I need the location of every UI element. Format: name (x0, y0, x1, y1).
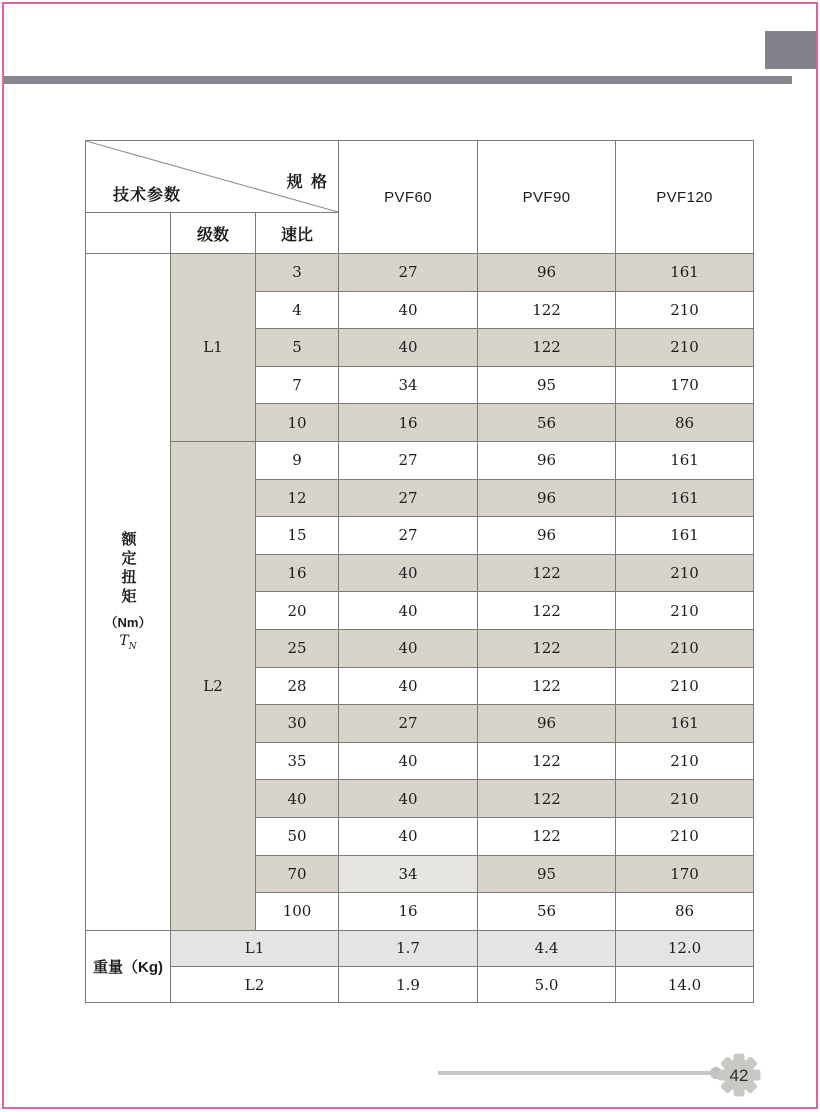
ratio-cell: 10 (256, 404, 339, 442)
value-cell: 122 (478, 742, 616, 780)
value-cell: 161 (616, 517, 754, 555)
ratio-header: 速比 (256, 213, 339, 254)
value-cell: 96 (478, 254, 616, 292)
value-cell: 40 (339, 592, 478, 630)
value-cell: 161 (616, 254, 754, 292)
table-row (86, 254, 754, 292)
column-header-pvf120: PVF120 (616, 141, 754, 254)
value-cell: 40 (339, 329, 478, 367)
value-cell: 161 (616, 479, 754, 517)
value-cell: 1.7 (339, 930, 478, 966)
value-cell: 40 (339, 629, 478, 667)
value-cell: 96 (478, 705, 616, 743)
value-cell: 40 (339, 742, 478, 780)
ratio-cell: 4 (256, 291, 339, 329)
value-cell: 16 (339, 893, 478, 931)
value-cell: 210 (616, 592, 754, 630)
ratio-cell: 30 (256, 705, 339, 743)
value-cell: 14.0 (616, 966, 754, 1002)
value-cell: 27 (339, 705, 478, 743)
value-cell: 96 (478, 479, 616, 517)
value-cell: 5.0 (478, 966, 616, 1002)
ratio-cell: 16 (256, 554, 339, 592)
value-cell: 161 (616, 441, 754, 479)
value-cell: 122 (478, 780, 616, 818)
value-cell: 210 (616, 291, 754, 329)
ratio-cell: 28 (256, 667, 339, 705)
value-cell: 56 (478, 404, 616, 442)
spec-table (85, 140, 754, 1003)
value-cell: 27 (339, 254, 478, 292)
spec-label: 规 格 (286, 174, 330, 191)
torque-symbol: $T_N$ (119, 633, 137, 653)
value-cell: 40 (339, 780, 478, 818)
value-cell: 122 (478, 817, 616, 855)
ratio-cell: 15 (256, 517, 339, 555)
weight-label-cell: 重量（Kg) (86, 930, 171, 1003)
value-cell: 210 (616, 817, 754, 855)
tech-params-label: 技术参数 (113, 187, 182, 204)
weight-stage-cell: L1 (171, 930, 339, 966)
footer-rule (438, 1071, 714, 1075)
torque-label: 额定扭矩 (119, 531, 137, 608)
value-cell: 96 (478, 517, 616, 555)
value-cell: 95 (478, 366, 616, 404)
value-cell: 40 (339, 554, 478, 592)
ratio-cell: 35 (256, 742, 339, 780)
value-cell: 12.0 (616, 930, 754, 966)
value-cell: 122 (478, 629, 616, 667)
ratio-cell: 3 (256, 254, 339, 292)
value-cell: 86 (616, 893, 754, 931)
value-cell: 40 (339, 291, 478, 329)
table-row (86, 441, 754, 479)
value-cell: 122 (478, 554, 616, 592)
ratio-cell: 50 (256, 817, 339, 855)
value-cell: 96 (478, 441, 616, 479)
ratio-cell: 25 (256, 629, 339, 667)
table-row (86, 141, 754, 213)
stage-header: 级数 (171, 213, 256, 254)
stage-cell-l1: L1 (171, 254, 256, 442)
weight-stage-cell: L2 (171, 966, 339, 1002)
value-cell: 34 (339, 855, 478, 893)
table-row (86, 966, 754, 1002)
value-cell: 56 (478, 893, 616, 931)
ratio-cell: 70 (256, 855, 339, 893)
value-cell: 210 (616, 780, 754, 818)
value-cell: 40 (339, 817, 478, 855)
gear-icon (715, 1051, 763, 1099)
ratio-cell: 12 (256, 479, 339, 517)
value-cell: 122 (478, 592, 616, 630)
torque-unit: （Nm） (104, 615, 152, 631)
page-number: 42 (729, 1066, 749, 1085)
value-cell: 161 (616, 705, 754, 743)
value-cell: 27 (339, 517, 478, 555)
value-cell: 210 (616, 329, 754, 367)
value-cell: 170 (616, 366, 754, 404)
value-cell: 210 (616, 742, 754, 780)
value-cell: 210 (616, 629, 754, 667)
ratio-cell: 5 (256, 329, 339, 367)
value-cell: 34 (339, 366, 478, 404)
value-cell: 122 (478, 329, 616, 367)
value-cell: 210 (616, 667, 754, 705)
corner-square (765, 31, 816, 69)
value-cell: 86 (616, 404, 754, 442)
value-cell: 170 (616, 855, 754, 893)
value-cell: 122 (478, 291, 616, 329)
top-rule (4, 76, 792, 84)
ratio-cell: 40 (256, 780, 339, 818)
value-cell: 1.9 (339, 966, 478, 1002)
value-cell: 27 (339, 441, 478, 479)
ratio-cell: 9 (256, 441, 339, 479)
table-row (86, 930, 754, 966)
value-cell: 95 (478, 855, 616, 893)
value-cell: 4.4 (478, 930, 616, 966)
value-cell: 210 (616, 554, 754, 592)
ratio-cell: 7 (256, 366, 339, 404)
value-cell: 122 (478, 667, 616, 705)
stage-cell-l2: L2 (171, 441, 256, 930)
torque-label-cell (86, 254, 171, 931)
value-cell: 16 (339, 404, 478, 442)
value-cell: 40 (339, 667, 478, 705)
column-header-pvf60: PVF60 (339, 141, 478, 254)
empty-cell (86, 213, 171, 254)
value-cell: 27 (339, 479, 478, 517)
ratio-cell: 100 (256, 893, 339, 931)
ratio-cell: 20 (256, 592, 339, 630)
diagonal-header-cell (86, 141, 339, 213)
column-header-pvf90: PVF90 (478, 141, 616, 254)
